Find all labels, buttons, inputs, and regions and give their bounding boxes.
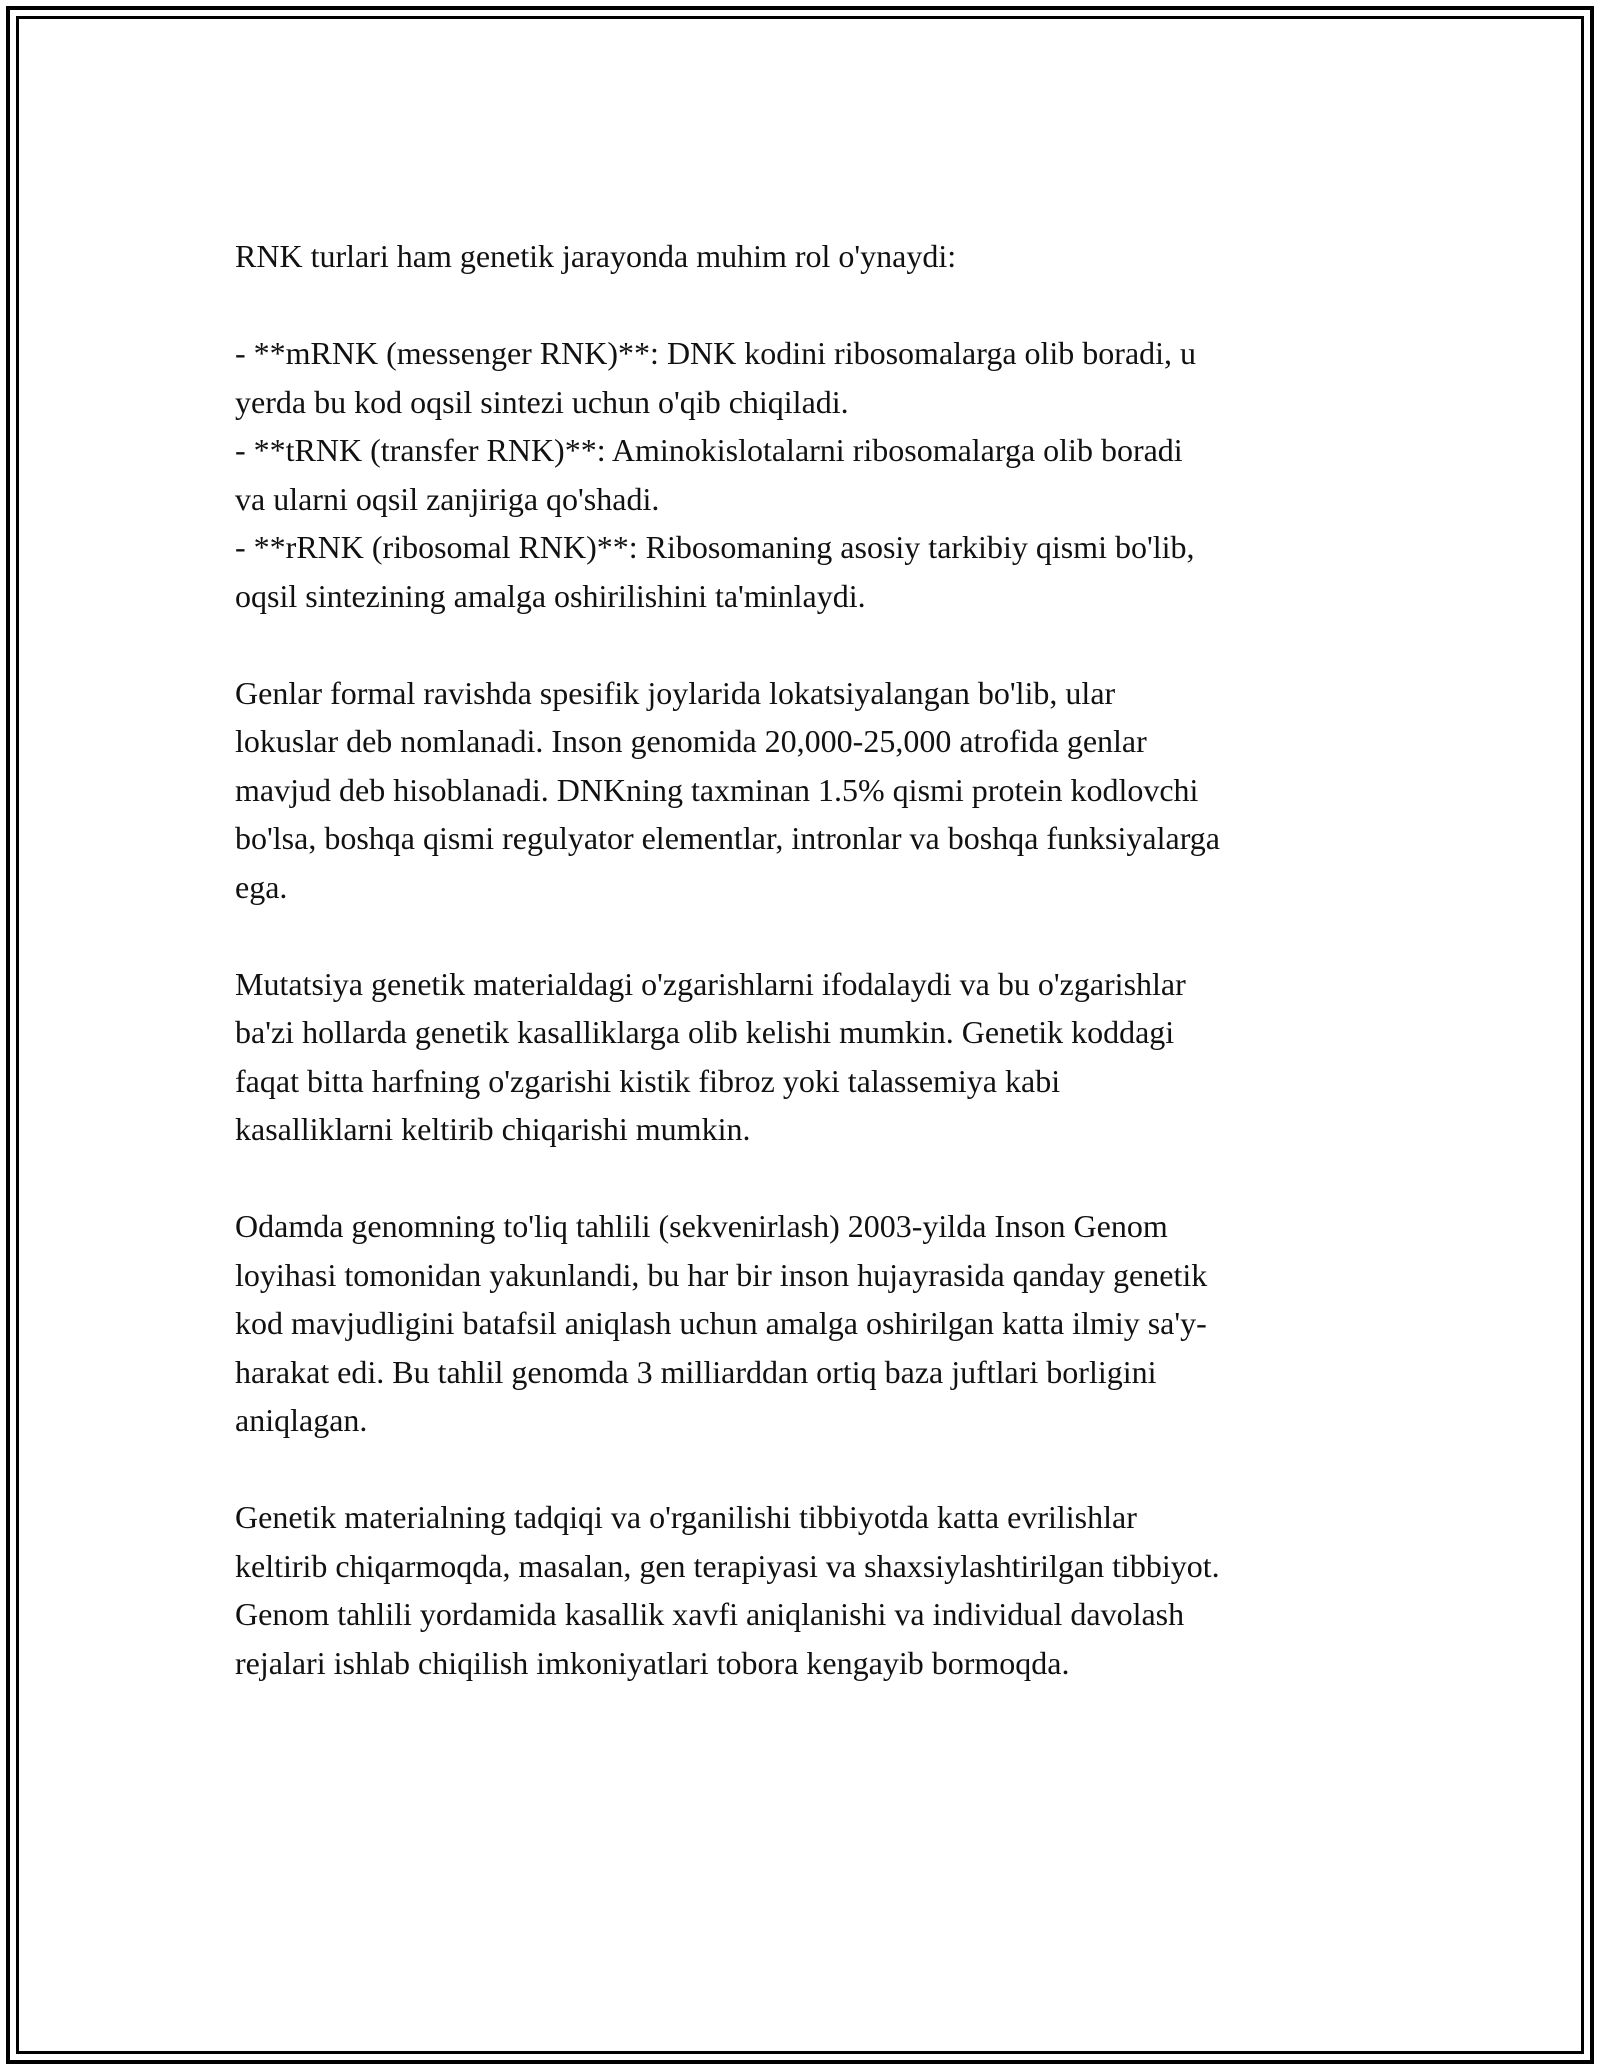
paragraph-line: rejalari ishlab chiqilish imkoniyatlari tobora kengayib bormoqda.: [235, 1644, 1070, 1681]
paragraph-line: Mutatsiya genetik materialdagi o'zgarishlarni ifodalaydi va bu o'zgarishlar: [235, 965, 1186, 1002]
paragraph-genome-project: [235, 1202, 1370, 1445]
paragraph-line: faqat bitta harfning o'zgarishi kistik fibroz yoki talassemiya kabi: [235, 1062, 1061, 1099]
paragraph-line: loyihasi tomonidan yakunlandi, bu har bir inson hujayrasida qanday genetik: [235, 1256, 1208, 1293]
paragraph-line: kod mavjudligini batafsil aniqlash uchun amalga oshirilgan katta ilmiy sa'y-: [235, 1305, 1207, 1341]
paragraph-line: bo'lsa, boshqa qismi regulyator elementlar, intronlar va boshqa funksiyalarga: [235, 820, 1220, 856]
list-item-mrna-line-2: yerda bu kod oqsil sintezi uchun o'qib chiqiladi.: [235, 383, 849, 420]
paragraph-mutation: [235, 960, 1370, 1154]
paragraph-line: ega.: [235, 868, 288, 905]
intro-paragraph: [235, 232, 1370, 281]
paragraph-genes: [235, 669, 1370, 912]
paragraph-line: harakat edi. Bu tahlil genomda 3 milliarddan ortiq baza juftlari borligini: [235, 1353, 1157, 1390]
list-item-rrna-line-1: - **rRNK (ribosomal RNK)**: Ribosomaning asosiy tarkibiy qismi bo'lib,: [235, 529, 1195, 565]
intro-line: RNK turlari ham genetik jarayonda muhim rol o'ynaydi:: [235, 238, 957, 274]
list-item-trna-line-2: va ularni oqsil zanjiriga qo'shadi.: [235, 480, 660, 517]
document-body: [235, 232, 1370, 1687]
paragraph-line: kasalliklarni keltirib chiqarishi mumkin.: [235, 1111, 751, 1147]
paragraph-line: ba'zi hollarda genetik kasalliklarga olib kelishi mumkin. Genetik koddagi: [235, 1014, 1175, 1050]
paragraph-line: lokuslar deb nomlanadi. Inson genomida 20,000-25,000 atrofida genlar: [235, 723, 1147, 759]
paragraph-line: mavjud deb hisoblanadi. DNKning taxminan 1.5% qismi protein kodlovchi: [235, 771, 1199, 808]
paragraph-medicine: [235, 1493, 1370, 1687]
list-item-rrna-line-2: oqsil sintezining amalga oshirilishini ta'minlaydi.: [235, 577, 866, 614]
paragraph-line: aniqlagan.: [235, 1402, 368, 1438]
list-item-mrna-line-1: - **mRNK (messenger RNK)**: DNK kodini ribosomalarga olib boradi, u: [235, 335, 1197, 371]
paragraph-line: keltirib chiqarmoqda, masalan, gen terapiyasi va shaxsiylashtirilgan tibbiyot.: [235, 1547, 1220, 1584]
paragraph-line: Genlar formal ravishda spesifik joylarida lokatsiyalangan bo'lib, ular: [235, 674, 1116, 711]
rna-types-list: [235, 329, 1370, 620]
paragraph-line: Odamda genomning to'liq tahlili (sekvenirlash) 2003-yilda Inson Genom: [235, 1208, 1168, 1244]
list-item-trna-line-1: - **tRNK (transfer RNK)**: Aminokislotalarni ribosomalarga olib boradi: [235, 432, 1183, 468]
paragraph-line: Genom tahlili yordamida kasallik xavfi aniqlanishi va individual davolash: [235, 1596, 1185, 1632]
paragraph-line: Genetik materialning tadqiqi va o'rganilishi tibbiyotda katta evrilishlar: [235, 1499, 1137, 1535]
